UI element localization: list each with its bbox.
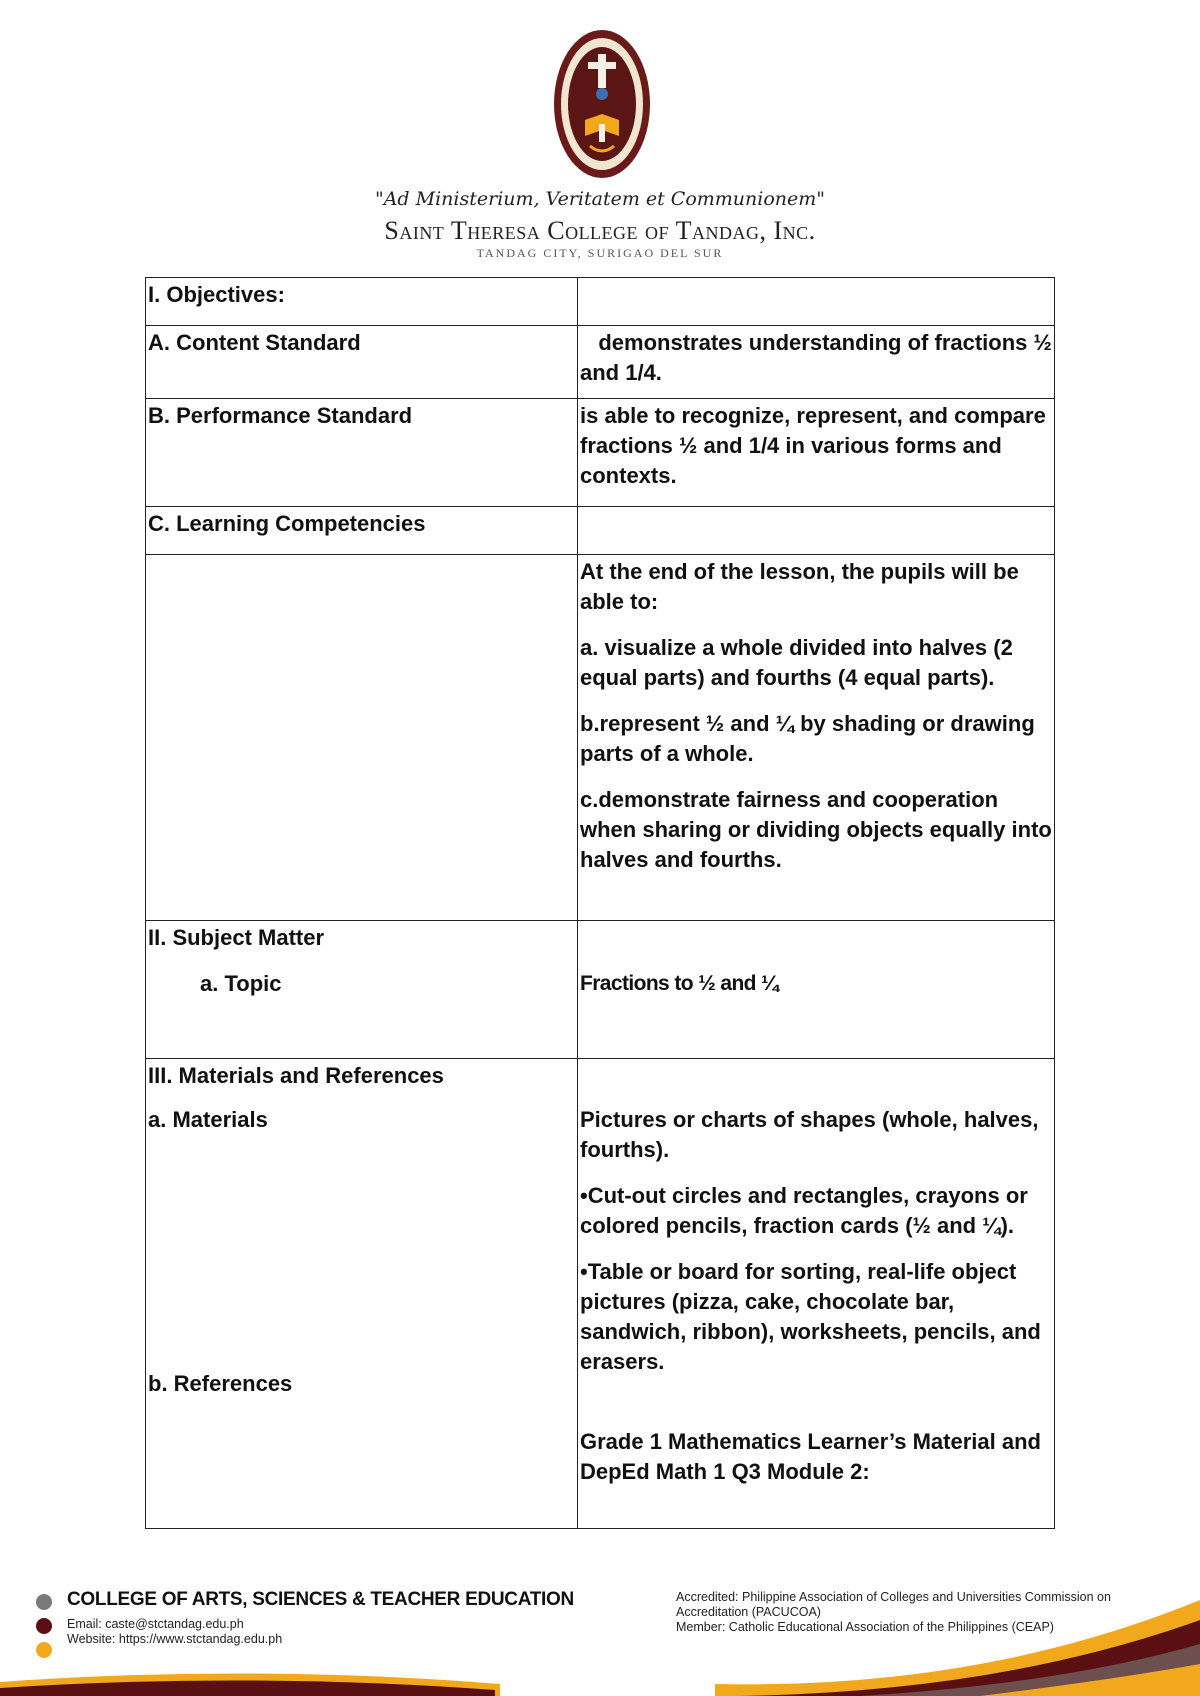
material-item: •Cut-out circles and rectangles, crayons or colored pencils, fraction cards (½ and ¼).	[580, 1183, 1028, 1238]
accreditation-line: Accredited: Philippine Association of Colleges and Universities Commission on Accreditation (PACUCOA)	[676, 1590, 1111, 1619]
table-row	[146, 555, 1055, 921]
empty-cell	[578, 507, 1055, 555]
footer-email: Email: caste@stctandag.edu.ph	[67, 1617, 244, 1631]
objectives-heading: I. Objectives:	[146, 278, 578, 326]
competency-item: b.represent ½ and ¼ by shading or drawing parts of a whole.	[580, 711, 1035, 766]
topic-label: a. Topic	[200, 971, 282, 996]
materials-list-cell	[578, 1059, 1055, 1529]
learning-competencies-label: C. Learning Competencies	[146, 507, 578, 555]
topic-cell	[578, 921, 1055, 1059]
lesson-plan-table	[145, 277, 1058, 1529]
footer-accreditation	[676, 1590, 1156, 1635]
college-name: Saint Theresa College of Tandag, Inc.	[384, 216, 816, 245]
material-item: •Table or board for sorting, real-life object pictures (pizza, cake, chocolate bar, sandwich, ribbon), worksheets, pencils, and erasers.	[580, 1259, 1041, 1374]
footer-contact	[67, 1617, 282, 1647]
performance-standard-text: is able to recognize, represent, and compare fractions ½ and 1/4 in various forms and contexts.	[578, 399, 1055, 507]
material-item: Pictures or charts of shapes (whole, halves, fourths).	[580, 1107, 1039, 1162]
footer-website: Website: https://www.stctandag.edu.ph	[67, 1632, 283, 1646]
references-text: Grade 1 Mathematics Learner’s Material and DepEd Math 1 Q3 Module 2:	[580, 1429, 1041, 1484]
college-seal-logo	[552, 28, 652, 180]
materials-references-label: III. Materials and References	[148, 1063, 444, 1088]
table-row	[146, 278, 1055, 326]
empty-cell	[146, 555, 578, 921]
materials-references-cell	[146, 1059, 578, 1529]
empty-cell	[578, 278, 1055, 326]
subject-matter-label: II. Subject Matter	[148, 925, 325, 950]
content-standard-label: A. Content Standard	[146, 326, 578, 399]
subject-matter-cell	[146, 921, 578, 1059]
competency-item: c.demonstrate fairness and cooperation when sharing or dividing objects equally into halves and fourths.	[580, 787, 1052, 872]
orange-dot-icon	[36, 1642, 52, 1658]
table-row	[146, 921, 1055, 1059]
competencies-intro: At the end of the lesson, the pupils will be able to:	[580, 559, 1019, 614]
materials-label: a. Materials	[148, 1107, 268, 1132]
document-header	[0, 0, 1200, 265]
document-footer	[0, 1580, 1200, 1696]
learning-competencies-list	[578, 555, 1055, 921]
table-row	[146, 399, 1055, 507]
topic-value: Fractions to ½ and ¼	[580, 972, 779, 995]
table-row	[146, 326, 1055, 399]
references-label: b. References	[148, 1371, 293, 1396]
content-standard-text: demonstrates understanding of fractions ½ and 1/4.	[578, 326, 1055, 399]
table-row	[146, 1059, 1055, 1529]
gray-dot-icon	[36, 1594, 52, 1610]
college-location: TANDAG CITY, SURIGAO DEL SUR	[476, 246, 724, 260]
table-row	[146, 507, 1055, 555]
footer-department: COLLEGE OF ARTS, SCIENCES & TEACHER EDUCATION	[67, 1589, 574, 1610]
college-motto: "Ad Ministerium, Veritatem et Communionem"	[374, 188, 826, 210]
competency-item: a. visualize a whole divided into halves (2 equal parts) and fourths (4 equal parts).	[580, 635, 1013, 690]
maroon-dot-icon	[36, 1618, 52, 1634]
membership-line: Member: Catholic Educational Association of the Philippines (CEAP)	[676, 1620, 1054, 1634]
performance-standard-label: B. Performance Standard	[146, 399, 578, 507]
